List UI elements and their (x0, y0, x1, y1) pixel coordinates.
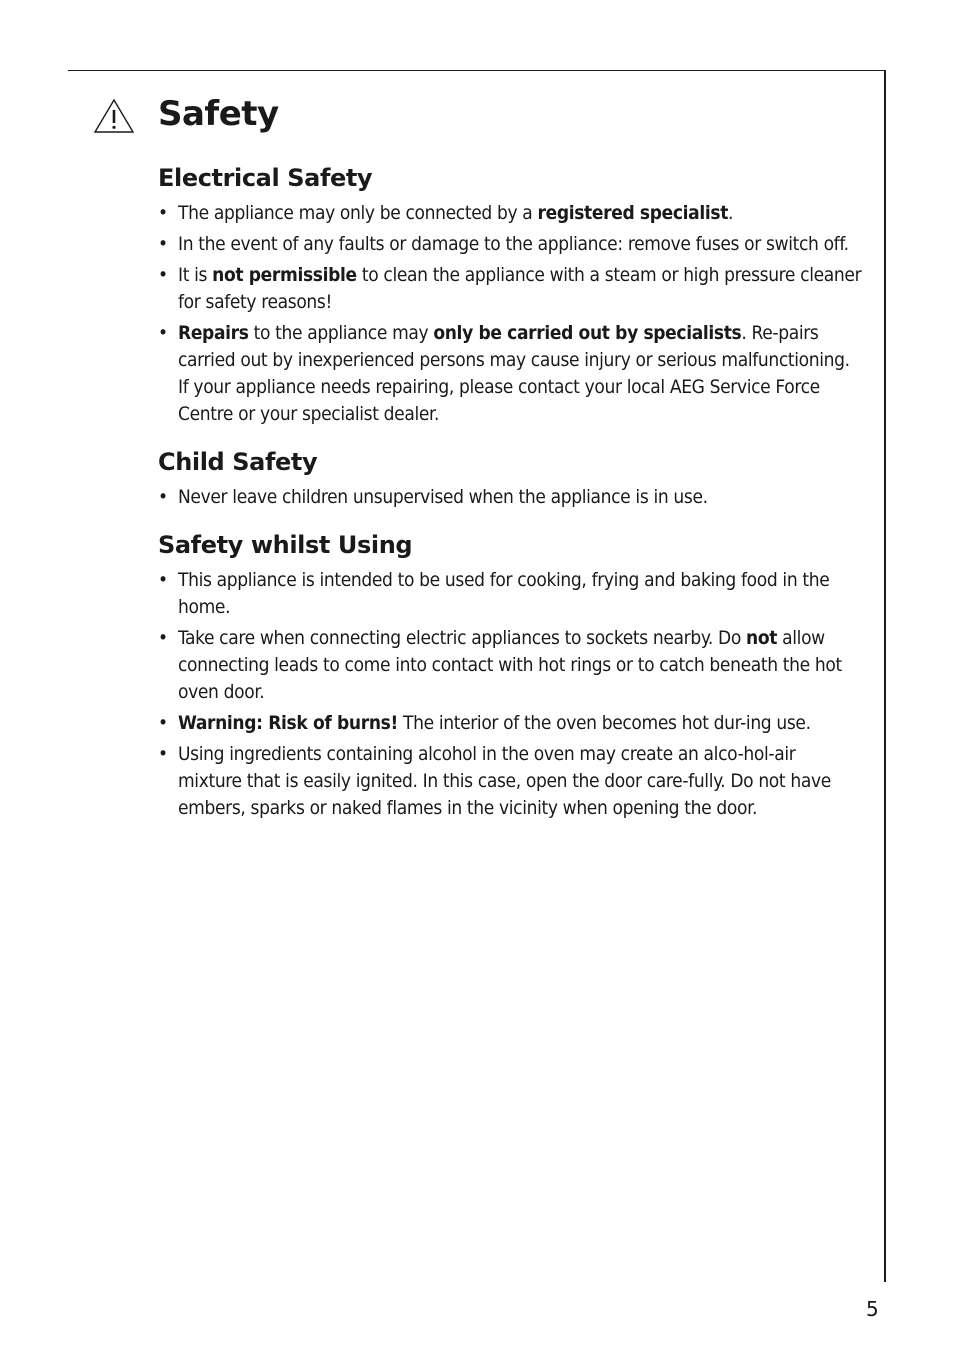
section-heading: Electrical Safety (158, 164, 373, 192)
list-item (158, 320, 864, 428)
bullet: • (158, 233, 168, 255)
item-emphasis: not permissible (212, 264, 357, 286)
list-item (158, 625, 864, 706)
item-emphasis: Repairs (178, 322, 249, 344)
bullet: • (158, 322, 168, 344)
list-item (158, 484, 864, 511)
item-emphasis: Warning: Risk of burns! (178, 712, 398, 734)
item-emphasis: only be carried out by specialists (433, 322, 742, 344)
bullet-list (158, 567, 864, 822)
safety-whilst-using-section (158, 527, 864, 822)
top-rule (68, 70, 886, 71)
bullet: • (158, 264, 168, 286)
section-heading: Child Safety (158, 448, 318, 476)
electrical-safety-section (158, 160, 864, 428)
list-item (158, 231, 864, 258)
page-title: Safety (158, 94, 279, 134)
item-text: This appliance is intended to be used for cooking, frying and baking food in the home. (178, 569, 830, 618)
section-heading: Safety whilst Using (158, 531, 413, 559)
item-text: In the event of any faults or damage to the appliance: remove fuses or switch off. (178, 233, 849, 255)
bullet: • (158, 569, 168, 591)
list-item (158, 710, 864, 737)
warning-triangle-icon (93, 98, 135, 134)
bullet: • (158, 712, 168, 734)
item-text: It is (178, 264, 213, 286)
bullet: • (158, 743, 168, 765)
item-text: . Re-pairs carried out by inexperienced persons may cause injury or serious malfunctioning. If your appliance needs repairing, please contact your local AEG Service Force Centre or your specialist dealer. (178, 322, 850, 425)
bullet-list (158, 200, 864, 428)
item-text: Never leave children unsupervised when the appliance is in use. (178, 486, 708, 508)
item-text: to clean the appliance with a steam or high pressure cleaner for safety reasons! (178, 264, 862, 313)
list-item (158, 200, 864, 227)
item-text: Using ingredients containing alcohol in the oven may create an alco-hol-air mixture that is easily ignited. In this case, open the door care-fully. Do not have embers, sparks or naked flames in the vicinity when opening the door. (178, 743, 831, 819)
item-text: allow connecting leads to come into contact with hot rings or to catch beneath the hot oven door. (178, 627, 842, 703)
child-safety-section (158, 444, 864, 511)
item-text: The appliance may only be connected by a (178, 202, 538, 224)
list-item (158, 262, 864, 316)
item-text: Take care when connecting electric appliances to sockets nearby. Do (178, 627, 747, 649)
bullet: • (158, 486, 168, 508)
item-emphasis: not (746, 627, 778, 649)
document-body (158, 160, 864, 826)
item-text: to the appliance may (248, 322, 434, 344)
page-number: 5 (866, 1297, 879, 1321)
item-text: The interior of the oven becomes hot dur-ing use. (397, 712, 811, 734)
list-item (158, 741, 864, 822)
bullet-list (158, 484, 864, 511)
bullet: • (158, 202, 168, 224)
item-emphasis: registered specialist (537, 202, 729, 224)
bullet: • (158, 627, 168, 649)
list-item (158, 567, 864, 621)
right-rule (884, 70, 886, 1282)
item-text: . (728, 202, 734, 224)
